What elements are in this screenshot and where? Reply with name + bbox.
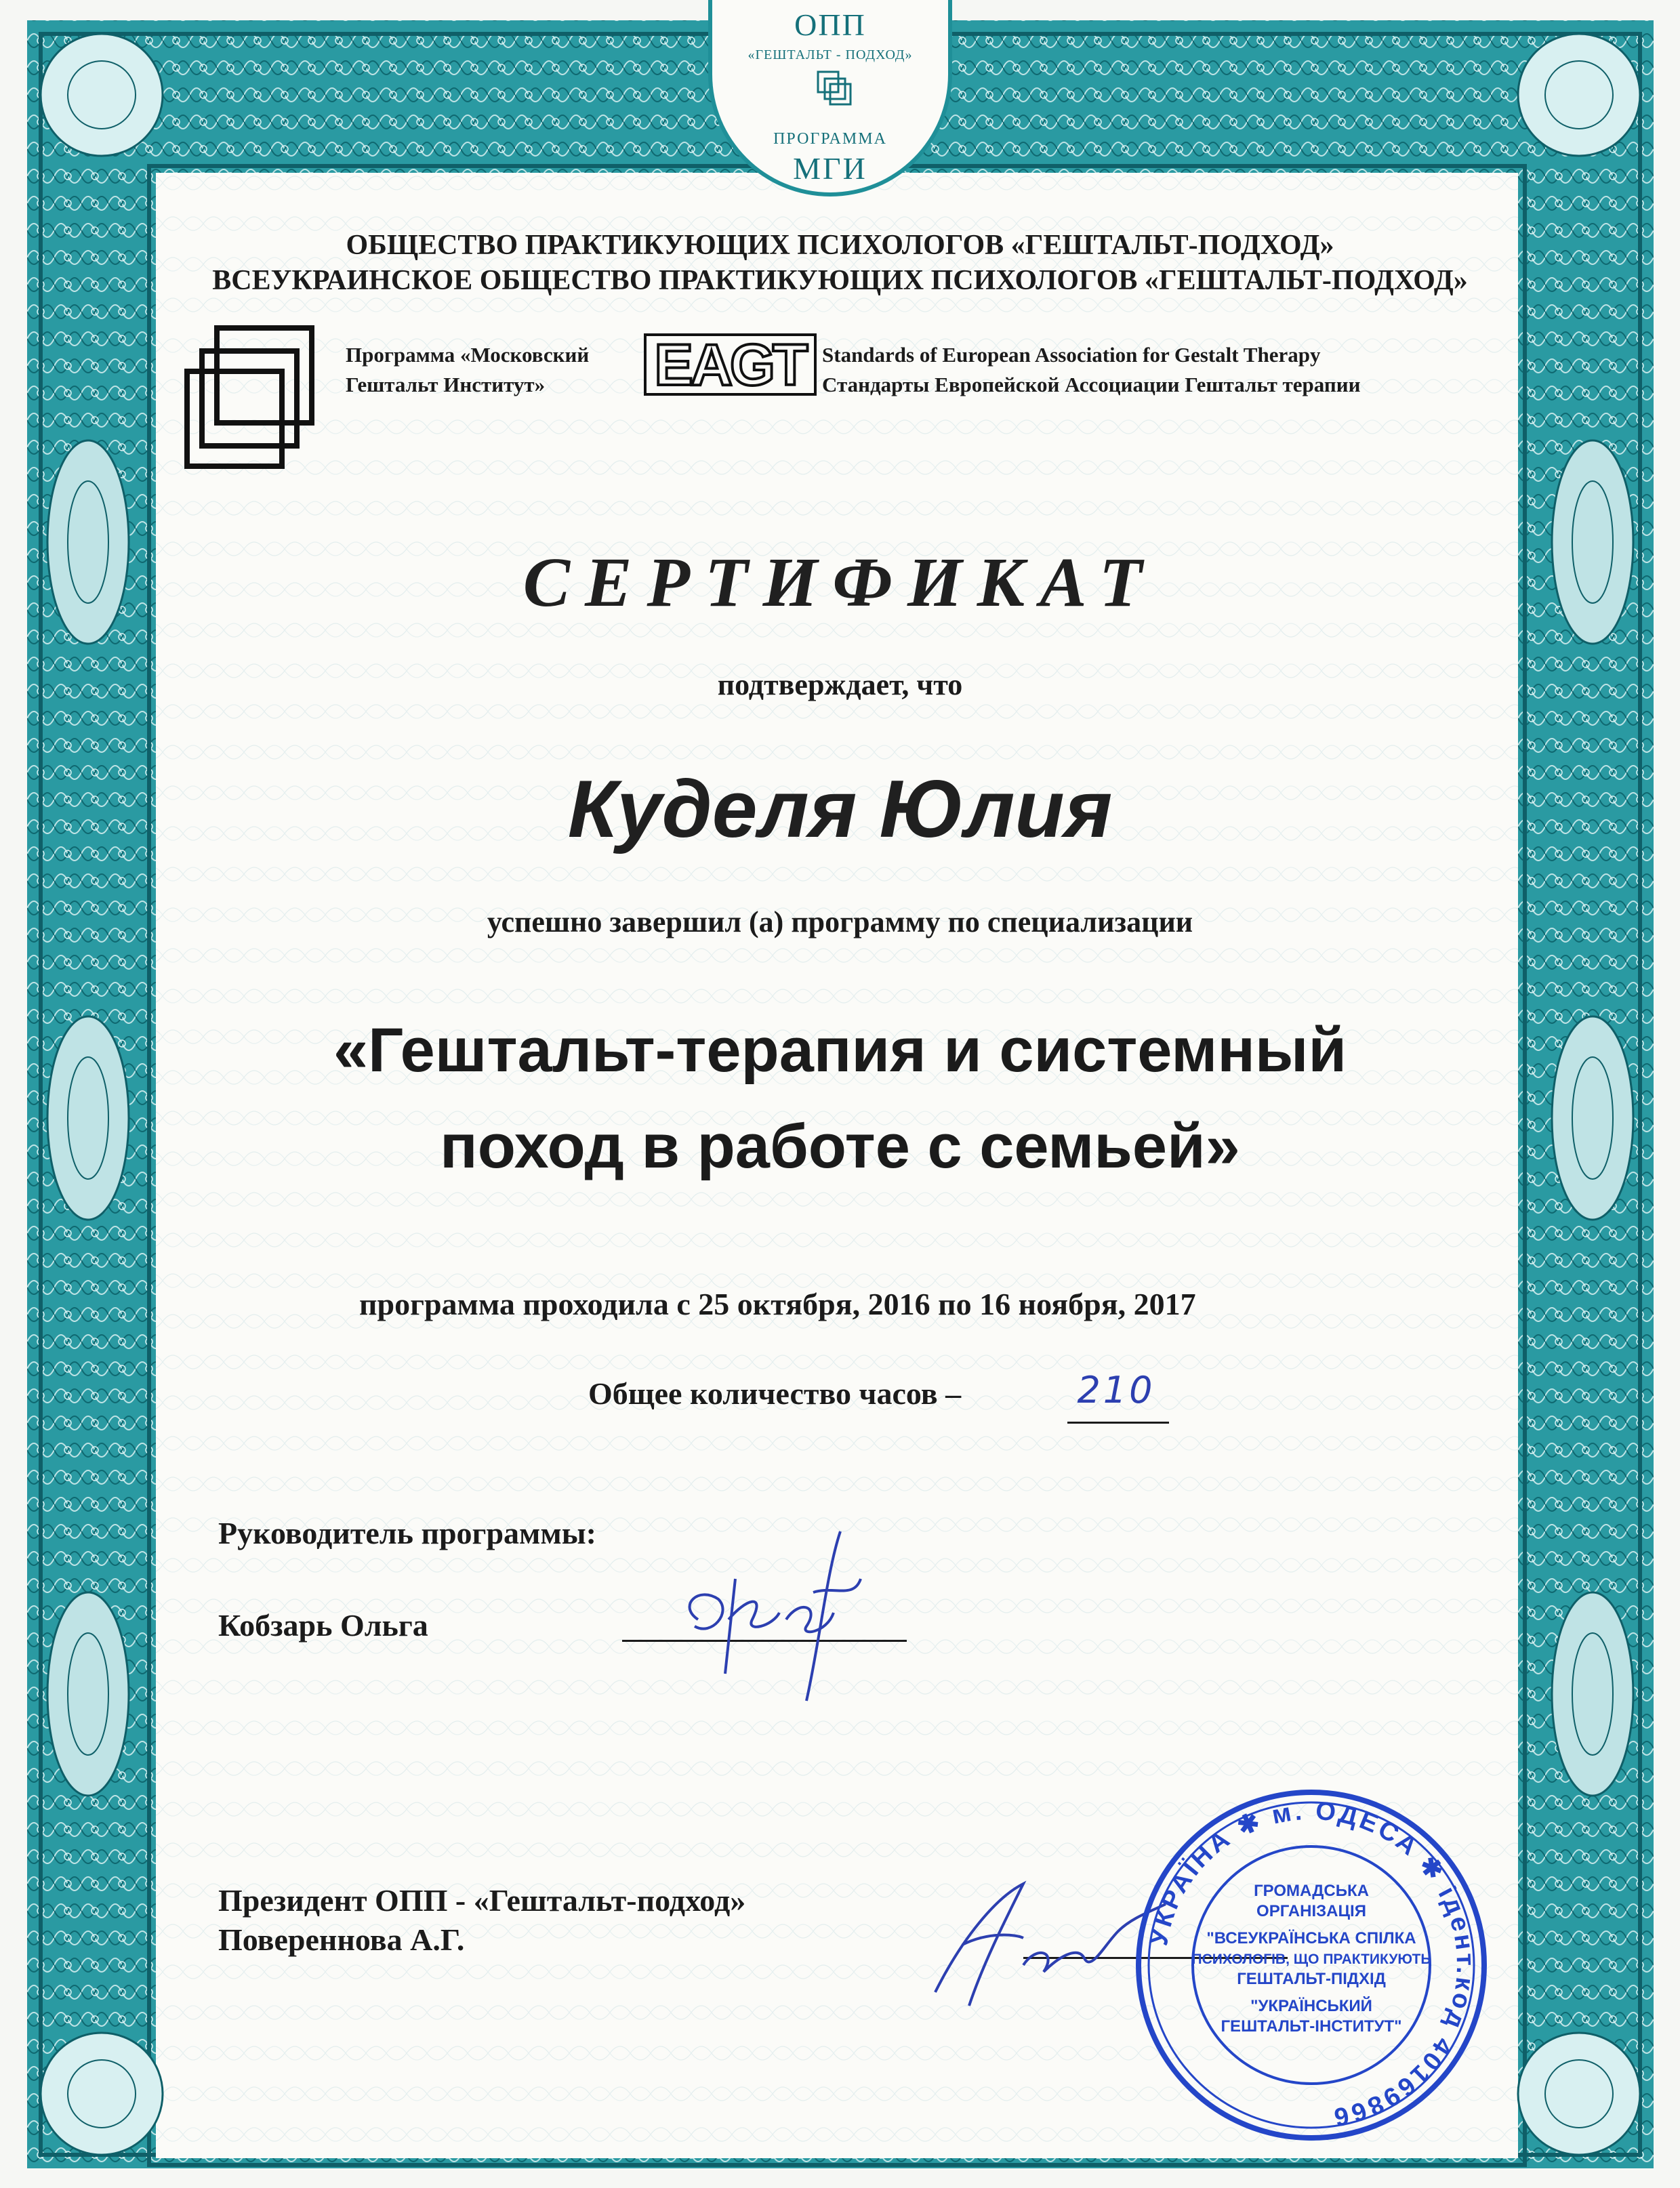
org-line-1: ОБЩЕСТВО ПРАКТИКУЮЩИХ ПСИХОЛОГОВ «ГЕШТАЛЬТ-ПОДХОД» <box>346 230 1334 261</box>
confirms-text: подтверждает, что <box>717 668 963 701</box>
medallion-subtitle: «ГЕШТАЛЬТ - ПОДХОД» <box>747 47 913 62</box>
stamp-outer-text: УКРАЇНА ✱ м. ОДЕСА ✱ ідент.код 40169866 <box>1144 1796 1480 2132</box>
mgi-program-line-1: Программа «Московский <box>346 343 590 367</box>
stamp-line-3: "ВСЕУКРАЇНСЬКА СПІЛКА <box>1206 1929 1416 1947</box>
leader-signature-icon <box>671 1518 874 1714</box>
stamp-line-1: ГРОМАДСЬКА <box>1254 1882 1369 1900</box>
top-medallion <box>708 0 952 197</box>
leader-label: Руководитель программы: <box>218 1516 596 1550</box>
eagt-standards-ru: Стандарты Европейской Ассоциации Гештальт терапии <box>822 373 1361 396</box>
program-title-line-2: поход в работе с семьей» <box>440 1112 1240 1181</box>
org-line-2: ВСЕУКРАИНСКОЕ ОБЩЕСТВО ПРАКТИКУЮЩИХ ПСИХОЛОГОВ «ГЕШТАЛЬТ-ПОДХОД» <box>212 265 1468 296</box>
certificate-title: СЕРТИФИКАТ <box>523 543 1157 621</box>
program-title-line-1: «Гештальт-терапия и системный <box>333 1016 1347 1085</box>
president-label: Президент ОПП - «Гештальт-подход» <box>218 1883 746 1918</box>
medallion-org: ОПП <box>794 7 866 42</box>
stamp-line-2: ОРГАНІЗАЦІЯ <box>1256 1902 1366 1920</box>
hours-underline <box>1067 1422 1169 1424</box>
stamp-line-4: ПСИХОЛОГІВ, ЩО ПРАКТИКУЮТЬ <box>1191 1952 1431 1967</box>
mgi-small-logo-icon <box>814 68 855 108</box>
hours-label: Общее количество часов – <box>588 1376 962 1411</box>
hours-value: 210 <box>1077 1369 1155 1411</box>
completed-text: успешно завершил (а) программу по специализации <box>487 905 1193 938</box>
medallion-mgi: МГИ <box>793 151 867 186</box>
medallion-program: ПРОГРАММА <box>773 130 887 148</box>
mgi-program-line-2: Гештальт Институт» <box>346 373 546 396</box>
eagt-logo-icon <box>644 333 817 396</box>
president-name: Повереннова А.Г. <box>218 1922 465 1957</box>
stamp-line-6: "УКРАЇНСЬКИЙ <box>1250 1997 1372 2015</box>
stamp-line-5: ГЕШТАЛЬТ-ПІДХІД <box>1237 1970 1386 1988</box>
eagt-logo-mark: EAGT <box>654 333 806 396</box>
program-dates: программа проходила с 25 октября, 2016 по 16 ноября, 2017 <box>359 1287 1196 1321</box>
recipient-name: Куделя Юлия <box>567 764 1113 854</box>
official-stamp <box>1128 1782 1494 2148</box>
leader-name: Кобзарь Ольга <box>218 1608 428 1643</box>
stamp-line-7: ГЕШТАЛЬТ-ІНСТИТУТ" <box>1221 2017 1402 2036</box>
mgi-logo-icon <box>184 324 316 470</box>
eagt-standards-en: Standards of European Association for Gestalt Therapy <box>822 343 1321 367</box>
